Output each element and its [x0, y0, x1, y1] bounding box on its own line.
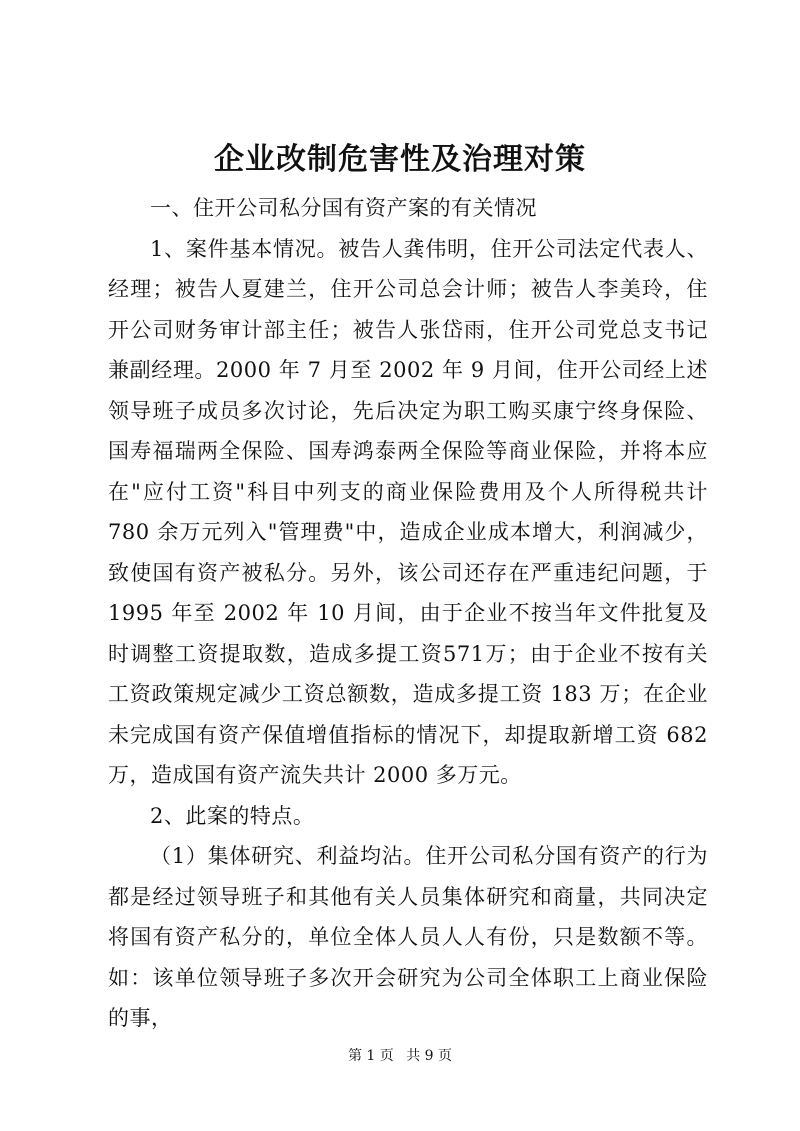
- paragraph-collective-research: （1）集体研究、利益均沾。住开公司私分国有资产的行为都是经过领导班子和其他有关人员集体研究和商量，共同决定将国有资产私分的，单位全体人员人人有份，只是数额不等。如：该单位领导班子多次开会研究为公司全体职工上商业保险的事，: [108, 844, 708, 1030]
- paragraph-case-overview: 1、案件基本情况。被告人龚伟明，住开公司法定代表人、经理；被告人夏建兰，住开公司总会计师；被告人李美玲，住开公司财务审计部主任；被告人张岱雨，住开公司党总支书记兼副经理。2000 年 7 月至 2002 年 9 月间，住开公司经上述领导班子成员多次讨论，先后决定为职工购买康宁终身保险、国寿福瑞两全保险、国寿鸿泰两全保险等商业保险，并将本应在"应付工资"科目中列支的商业保险费用及个人所得税共计 780 余万元列入"管理费"中，造成企业成本增大，利润减少，致使国有资产被私分。另外，该公司还存在严重违纪问题，于 1995 年至 2002 年 10 月间，由于企业不按当年文件批复及时调整工资提取数，造成多提工资571万；由于企业不按有关工资政策规定减少工资总额数，造成多提工资 183 万；在企业未完成国有资产保值增值指标的情况下，却提取新增工资 682 万，造成国有资产流失共计 2000 多万元。: [108, 236, 708, 787]
- section-heading: 一、住开公司私分国有资产案的有关情况: [150, 196, 537, 220]
- page-footer: [0, 1046, 800, 1066]
- document-title: 企业改制危害性及治理对策: [214, 142, 586, 177]
- page-number: 第 1 页: [347, 1048, 394, 1064]
- paragraph-case-features-heading: 2、此案的特点。: [150, 803, 315, 828]
- document-body: [108, 188, 708, 1039]
- total-pages: 共 9 页: [406, 1048, 453, 1064]
